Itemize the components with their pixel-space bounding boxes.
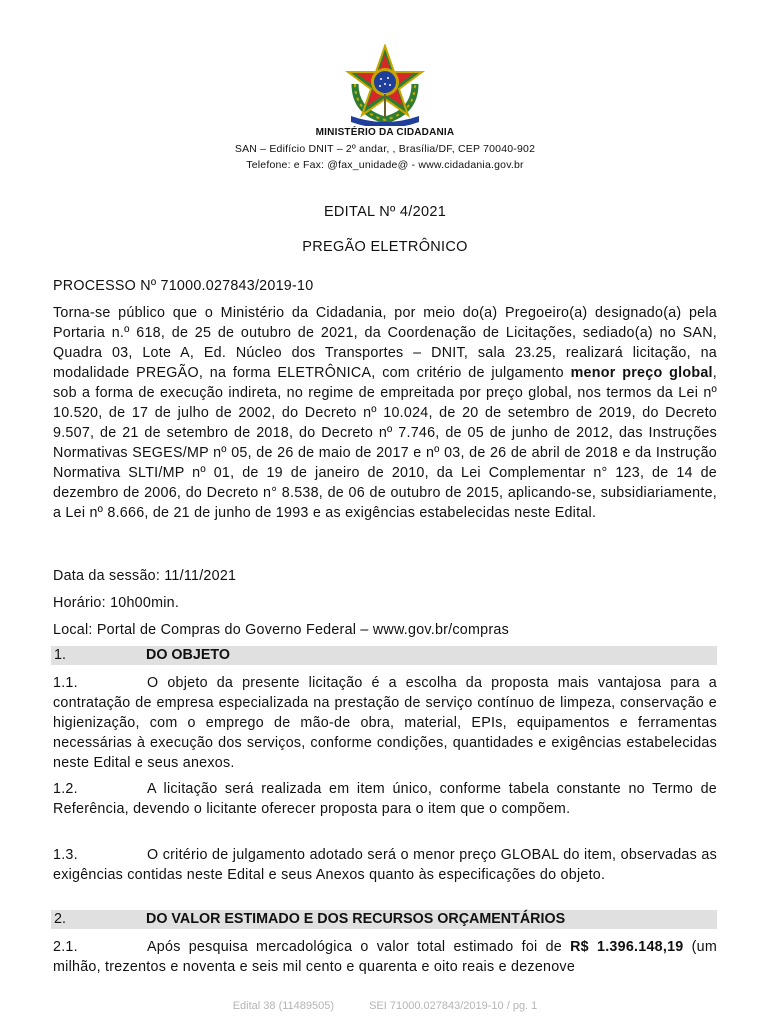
clause-1-2: 1.2. A licitação será realizada em item único, conforme tabela constante no Termo de Referência, devendo o licitante oferecer proposta para o item que o compõem. <box>53 781 717 817</box>
session-time: Horário: 10h00min. <box>53 595 180 611</box>
section-heading-valor: 2. DO VALOR ESTIMADO E DOS RECURSOS ORÇAMENTÁRIOS <box>51 910 717 929</box>
session-location: Local: Portal de Compras do Governo Federal – www.gov.br/compras <box>53 622 509 638</box>
modality-title: PREGÃO ELETRÔNICO <box>302 239 468 255</box>
edital-title: EDITAL Nº 4/2021 <box>323 204 447 220</box>
footer-document-id: Edital 38 (11489505) <box>232 1000 335 1012</box>
ministry-address: SAN – Edifício DNIT – 2º andar, , Brasília/DF, CEP 70040-902 <box>234 143 536 155</box>
estimated-value: R$ 1.396.148,19 <box>570 939 684 955</box>
clause-1-1: 1.1. O objeto da presente licitação é a escolha da proposta mais vantajosa para a contratação de empresa especializada na prestação de serviço contínuo de limpeza, conservação e higienização, com o emprego de mão-de obra, material, EPIs, equipamentos e ferramentas necessárias à execução dos serviços, conforme condições, quantidades e exigências estabelecidas neste Edital e seus anexos. <box>53 675 717 771</box>
intro-paragraph: Torna-se público que o Ministério da Cidadania, por meio do(a) Pregoeiro(a) designado(a) pela Portaria n.º 618, de 25 de outubro de 2021, da Coordenação de Licitações, sediado(a) no SAN, Quadra 03, Lote A, Ed. Núcleo dos Transportes – DNIT, sala 23.25, realizará licitação, na modalidade PREGÃO, na forma ELETRÔNICA, com critério de julgamento menor preço global, sob a forma de execução indireta, no regime de empreitada por preço global, nos termos da Lei nº 10.520, de 17 de julho de 2002, do Decreto nº 10.024, de 20 de setembro de 2019, do Decreto 9.507, de 21 de setembro de 2018, do Decreto nº 7.746, de 05 de junho de 2012, das Instruções Normativas SEGES/MP nº 05, de 26 de maio de 2017 e nº 03, de 26 de abril de 2018 e da Instrução Normativa SLTI/MP nº 01, de 19 de janeiro de 2010, da Lei Complementar n° 123, de 14 de dezembro de 2006, do Decreto n° 8.538, de 06 de outubro de 2015, aplicando-se, subsidiariamente, a Lei nº 8.666, de 21 de junho de 1993 e as exigências estabelecidas neste Edital. <box>53 305 717 521</box>
process-number: PROCESSO Nº 71000.027843/2019-10 <box>53 278 314 294</box>
clause-2-1: 2.1. Após pesquisa mercadológica o valor total estimado foi de R$ 1.396.148,19 (um milhão, trezentos e noventa e seis mil cento e quarenta e oito reais e dezenove <box>53 939 717 975</box>
footer-sei-reference: SEI 71000.027843/2019-10 / pg. 1 <box>369 1000 538 1012</box>
coat-of-arms-seal-icon <box>341 44 429 126</box>
judgment-criterion: menor preço global <box>570 365 713 381</box>
page-footer <box>0 1000 770 1012</box>
ministry-name: MINISTÉRIO DA CIDADANIA <box>315 127 455 138</box>
section-heading-objeto: 1. DO OBJETO <box>51 646 717 665</box>
clause-1-3: 1.3. O critério de julgamento adotado será o menor preço GLOBAL do item, observadas as exigências contidas neste Edital e seus Anexos quanto às especificações do objeto. <box>53 847 717 883</box>
ministry-contact: Telefone: e Fax: @fax_unidade@ - www.cidadania.gov.br <box>246 159 524 171</box>
session-date: Data da sessão: 11/11/2021 <box>53 568 237 584</box>
